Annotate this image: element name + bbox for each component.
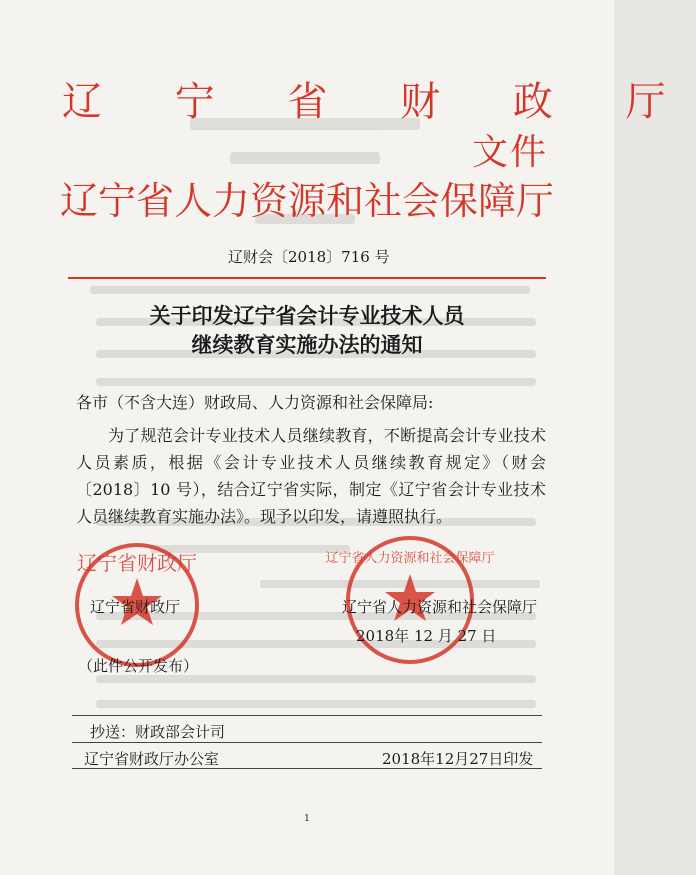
seal-left-text: 辽宁省财政厅 <box>77 551 197 575</box>
body-text <box>76 422 546 530</box>
addressee: 各市（不含大连）财政局、人力资源和社会保障局: <box>76 393 434 412</box>
seal-right-text: 辽宁省人力资源和社会保障厅 <box>325 551 495 566</box>
signatory-hr: 辽宁省人力资源和社会保障厅 <box>342 598 538 616</box>
signing-date: 2018年 12 月 27 日 <box>356 627 497 645</box>
page-number: 1 <box>304 814 310 824</box>
carbon-copy: 抄送：财政部会计司 <box>90 723 226 741</box>
footer-rule-middle <box>72 742 542 743</box>
body-paragraph: 为了规范会计专业技术人员继续教育，不断提高会计专业技术人员素质，根据《会计专业技术人员继续教育规定》（财会〔2018〕10 号），结合辽宁省实际，制定《辽宁省会计专业技术人员继续教育实施办法》。现予以印发，请遵照执行。 <box>76 426 546 526</box>
header-document-label: 文件 <box>472 132 549 173</box>
document-title-line2: 继续教育实施办法的通知 <box>191 332 423 357</box>
red-divider <box>68 277 546 279</box>
header-agency-finance: 辽 宁 省 财 政 厅 <box>62 79 696 125</box>
issuing-office: 辽宁省财政厅办公室 <box>84 750 220 768</box>
signatory-finance: 辽宁省财政厅 <box>90 598 181 616</box>
document-number: 辽财会〔2018〕716 号 <box>228 248 390 266</box>
header-agency-hr: 辽宁省人力资源和社会保障厅 <box>60 179 555 223</box>
footer-rule-bottom <box>72 768 542 769</box>
footer-rule-top <box>72 715 542 716</box>
document-title-line1: 关于印发辽宁省会计专业技术人员 <box>149 303 465 328</box>
publish-note: （此件公开发布） <box>78 657 199 675</box>
print-date: 2018年12月27日印发 <box>382 750 534 768</box>
